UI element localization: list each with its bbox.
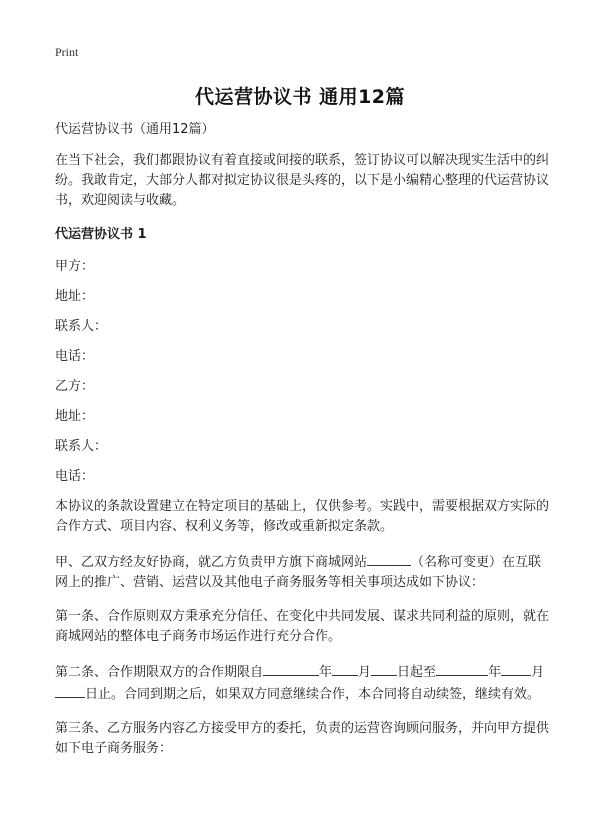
parties-paragraph (55, 551, 552, 593)
field-contact-a: 联系人： (55, 319, 108, 334)
disclaimer-paragraph: 本协议的条款设置建立在特定项目的基础上，仅供参考。实践中，需要根据双方实际的合作方式、项目内容、权利义务等，修改或重新拟定条款。 (55, 499, 550, 534)
parties-text-start: 甲、乙双方经友好协商，就乙方负责甲方旗下商城网站 (55, 555, 368, 570)
article-3-paragraph: 第三条、乙方服务内容乙方接受甲方的委托，负责的运营咨询顾问服务，并向甲方提供如下电子商务服务： (55, 721, 550, 756)
field-contact-b: 联系人： (55, 439, 108, 454)
field-party-b: 乙方： (55, 379, 95, 394)
article-2-rest: 日止。合同到期之后，如果双方同意继续合作，本合同将自动续签，继续有效。 (85, 687, 541, 702)
article-2-start: 第二条、合作期限双方的合作期限自 (55, 665, 264, 680)
article-2-month2: 月 (531, 665, 545, 680)
page-title: 代运营协议书 通用12篇 (194, 86, 406, 108)
document-body (55, 120, 552, 773)
field-phone-b: 电话： (55, 469, 95, 484)
field-address-b: 地址： (55, 409, 95, 424)
parties-text-end: （名称可变更）在互联网上的推广、营销、运营以及其他电子商务服务等相关事项达成如下协议： (55, 555, 542, 590)
field-phone-a: 电话： (55, 349, 95, 364)
end-day-blank (55, 683, 85, 698)
article-2-month1: 月 (358, 665, 372, 680)
start-day-blank (371, 661, 397, 676)
article-2-day-from: 日起至 (397, 665, 437, 680)
start-month-blank (332, 661, 358, 676)
article-2-year1: 年 (319, 665, 333, 680)
article-1-paragraph: 第一条、合作原则双方秉承充分信任、在变化中共同发展、谋求共同利益的原则，就在商城网站的整体电子商务市场运作进行充分合作。 (55, 609, 550, 644)
document-subtitle: 代运营协议书（通用12篇） (55, 122, 215, 137)
print-label: Print (55, 45, 79, 59)
field-address-a: 地址： (55, 289, 95, 304)
start-year-blank (263, 661, 319, 676)
site-name-blank (367, 551, 411, 566)
end-month-blank (501, 661, 531, 676)
article-2-year2: 年 (488, 665, 502, 680)
section-heading: 代运营协议书 1 (55, 227, 147, 242)
field-party-a: 甲方： (55, 259, 95, 274)
intro-paragraph: 在当下社会，我们都跟协议有着直接或间接的联系，签订协议可以解决现实生活中的纠纷。我敢肯定，大部分人都对拟定协议很是头疼的，以下是小编精心整理的代运营协议书，欢迎阅读与收藏。 (55, 153, 550, 208)
article-2-paragraph (55, 661, 552, 705)
end-year-blank (436, 661, 488, 676)
